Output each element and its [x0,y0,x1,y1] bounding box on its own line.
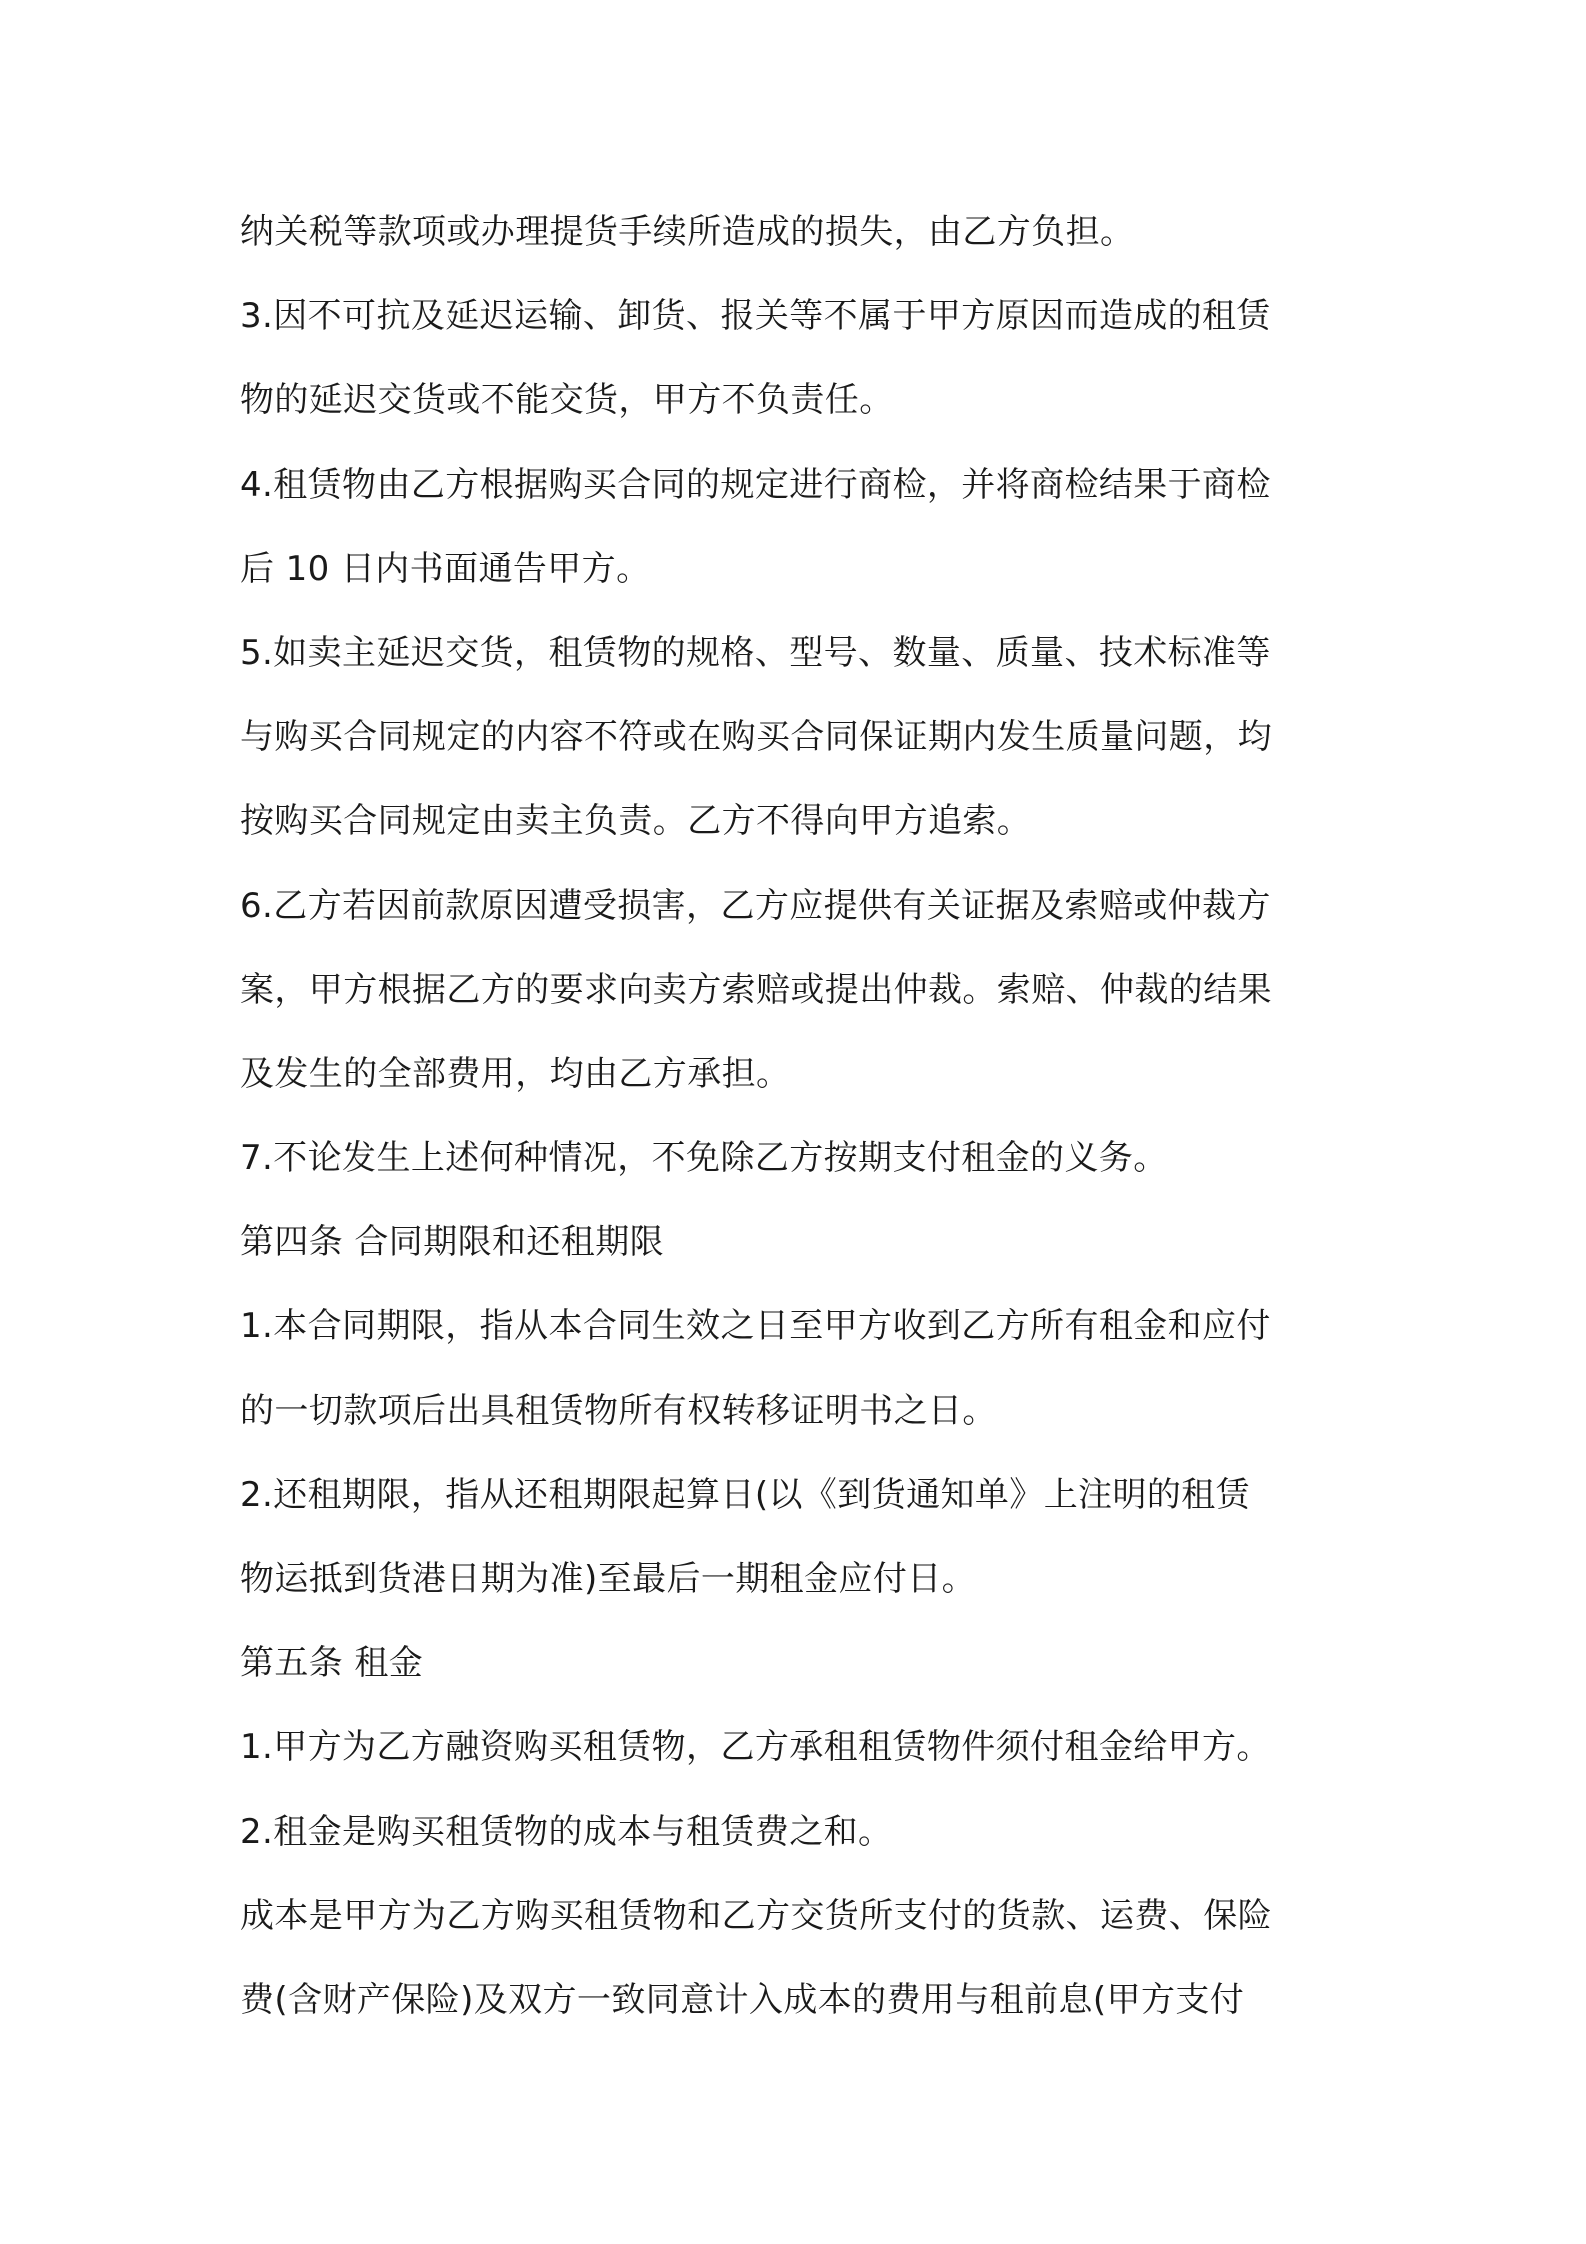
text-line: 4.租赁物由乙方根据购买合同的规定进行商检，并将商检结果于商检 [240,464,1271,505]
text-line: 5.如卖主延迟交货，租赁物的规格、型号、数量、质量、技术标准等 [240,632,1271,673]
text-line: 成本是甲方为乙方购买租赁物和乙方交货所支付的货款、运费、保险 [240,1895,1272,1936]
text-line: 1.甲方为乙方融资购买租赁物，乙方承租租赁物件须付租金给甲方。 [240,1727,1271,1768]
text-line: 纳关税等款项或办理提货手续所造成的损失，由乙方负担。 [240,212,1135,252]
section-heading-5: 第五条 租金 [240,1643,424,1684]
text-line: 与购买合同规定的内容不符或在购买合同保证期内发生质量问题，均 [240,717,1272,758]
text-line: 7.不论发生上述何种情况，不免除乙方按期支付租金的义务。 [240,1138,1168,1179]
text-line: 6.乙方若因前款原因遭受损害，乙方应提供有关证据及索赔或仲裁方 [240,885,1271,926]
text-line: 及发生的全部费用，均由乙方承担。 [240,1053,791,1094]
text-line: 的一切款项后出具租赁物所有权转移证明书之日。 [240,1390,997,1431]
text-line: 案，甲方根据乙方的要求向卖方索赔或提出仲裁。索赔、仲裁的结果 [240,969,1272,1010]
text-line: 2.租金是购买租赁物的成本与租赁费之和。 [240,1811,893,1852]
text-line: 费(含财产保险)及双方一致同意计入成本的费用与租前息(甲方支付 [240,1979,1245,2020]
section-heading-4: 第四条 合同期限和还租期限 [240,1222,665,1263]
text-line: 后 10 日内书面通告甲方。 [240,548,651,589]
text-line: 物的延迟交货或不能交货，甲方不负责任。 [240,380,894,421]
text-line: 物运抵到货港日期为准)至最后一期租金应付日。 [240,1559,977,1599]
text-line: 1.本合同期限，指从本合同生效之日至甲方收到乙方所有租金和应付 [240,1306,1271,1347]
contract-text [240,190,1360,2042]
text-line: 按购买合同规定由卖主负责。乙方不得向甲方追索。 [240,801,1032,842]
text-line: 2.还租期限，指从还租期限起算日(以《到货通知单》上注明的租赁 [240,1474,1251,1515]
text-line: 3.因不可抗及延迟运输、卸货、报关等不属于甲方原因而造成的租赁 [240,296,1271,337]
